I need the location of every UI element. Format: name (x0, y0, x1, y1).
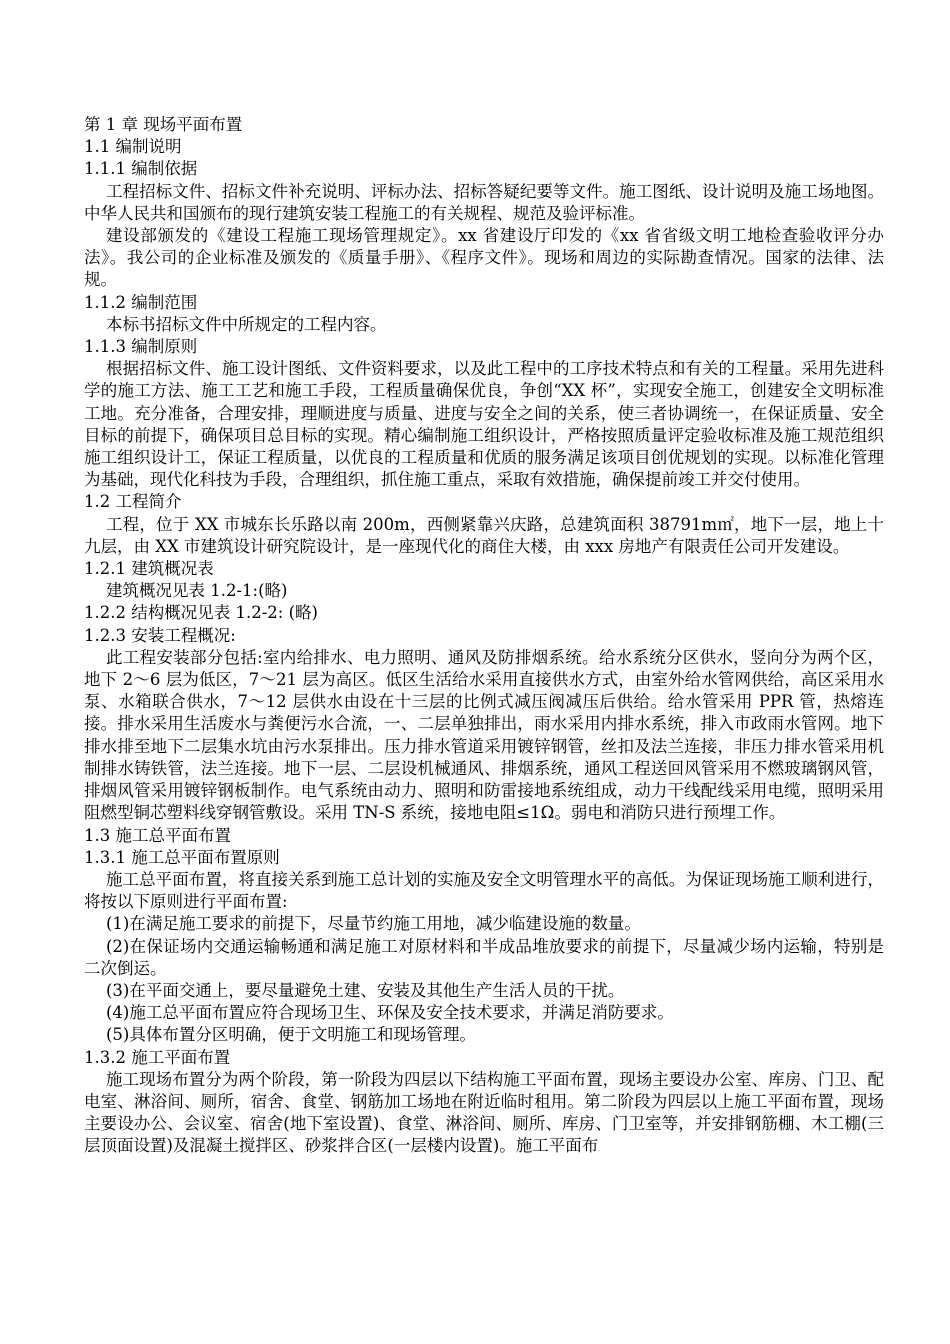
chapter-heading: 第 1 章 现场平面布置 (84, 115, 243, 134)
paragraph-1-1-1-a: 工程招标文件、招标文件补充说明、评标办法、招标答疑纪要等文件。施工图纸、设计说明及施工场地图。中华人民共和国颁布的现行建筑安装工程施工的有关规程、规范及验评标准。 (84, 181, 884, 223)
section-heading-1-1-2: 1.1.2 编制范围 (84, 292, 198, 312)
section-heading-1-1: 1.1 编制说明 (84, 137, 182, 157)
section-heading-1-3-2: 1.3.2 施工平面布置 (84, 1047, 231, 1067)
paragraph-1-3-2: 施工现场布置分为两个阶段，第一阶段为四层以下结构施工平面布置，现场主要设办公室、库房、门卫、配电室、淋浴间、厕所，宿舍、食堂、钢筋加工场地在附近临时租用。第二阶段为四层以上施工平面布置，现场主要设办公、会议室、宿舍(地下室设置)、食堂、淋浴间、厕所、库房、门卫室等，并安排钢筋棚、木工棚(三层顶面设置)及混凝土搅拌区、砂浆拌合区(一层楼内设置)。施工平面布 (84, 1069, 884, 1156)
paragraph-1-1-1-b: 建设部颁发的《建设工程施工现场管理规定》。xx 省建设厅印发的《xx 省省级文明工地检查验收评分办法》。我公司的企业标准及颁发的《质量手册》、《程序文件》。现场和周边的实际勘查情况。国家的法律、法规。 (84, 226, 884, 290)
section-heading-1-2-2: 1.2.2 结构概况见表 1.2-2: (略) (84, 603, 318, 623)
paragraph-1-1-3: 根据招标文件、施工设计图纸、文件资料要求，以及此工程中的工序技术特点和有关的工程量。采用先进科学的施工方法、施工工艺和施工手段，工程质量确保优良，争创“XX 杯”，实现安全施工，创建安全文明标准工地。充分准备，合理安排，理顺进度与质量、进度与安全之间的关系，使三者协调统一，在保证质量、安全目标的前提下，确保项目总目标的实现。精心编制施工组织设计，严格按照质量评定验收标准及施工规范组织施工组织设计工，保证工程质量，以优良的工程质量和优质的服务满足该项目创优规划的实现。以标准化管理为基础，现代化科技为手段，合理组织，抓住施工重点，采取有效措施，确保提前竣工并交付使用。 (84, 359, 884, 490)
paragraph-1-3-1: 施工总平面布置，将直接关系到施工总计划的实施及安全文明管理水平的高低。为保证现场施工顺利进行，将按以下原则进行平面布置: (84, 869, 884, 912)
list-item-3: (3)在平面交通上，要尽量避免土建、安装及其他生产生活人员的干扰。 (106, 980, 625, 1000)
list-item-4: (4)施工总平面布置应符合现场卫生、环保及安全技术要求，并满足消防要求。 (106, 1003, 674, 1023)
section-heading-1-2: 1.2 工程简介 (84, 492, 182, 512)
document-page (84, 114, 884, 1158)
section-heading-1-1-1: 1.1.1 编制依据 (84, 159, 198, 179)
list-item-1: (1)在满足施工要求的前提下，尽量节约施工用地，减少临建设施的数量。 (106, 914, 641, 934)
list-item-2: (2)在保证场内交通运输畅通和满足施工对原材料和半成品堆放要求的前提下，尽量减少场内运输，特别是二次倒运。 (84, 936, 884, 978)
paragraph-1-2-1: 建筑概况见表 1.2-1:(略) (106, 581, 288, 601)
section-heading-1-2-1: 1.2.1 建筑概况表 (84, 559, 214, 579)
list-item-5: (5)具体布置分区明确，便于文明施工和现场管理。 (106, 1025, 476, 1045)
paragraph-1-2: 工程，位于 XX 市城东长乐路以南 200m，西侧紧靠兴庆路，总建筑面积 38791m㎡，地下一层，地上十九层，由 XX 市建筑设计研究院设计，是一座现代化的商住大楼，由 xxx 房地产有限责任公司开发建设。 (84, 514, 884, 556)
paragraph-1-1-2: 本标书招标文件中所规定的工程内容。 (106, 314, 387, 334)
section-heading-1-3-1: 1.3.1 施工总平面布置原则 (84, 847, 280, 867)
section-heading-1-1-3: 1.1.3 编制原则 (84, 337, 198, 357)
paragraph-1-2-3: 此工程安装部分包括:室内给排水、电力照明、通风及防排烟系统。给水系统分区供水，竖向分为两个区，地下 2～6 层为低区，7～21 层为高区。低区生活给水采用直接供水方式，由室外给水管网供给，高区采用水泵、水箱联合供水，7～12 层供水由设在十三层的比例式减压阀减压后供给。给水管采用 PPR 管，热熔连接。排水采用生活废水与粪便污水合流，一、二层单独排出，雨水采用内排水系统，排入市政雨水管网。地下排水排至地下二层集水坑由污水泵排出。压力排水管道采用镀锌钢管，丝扣及法兰连接，非压力排水管采用机制排水铸铁管，法兰连接。地下一层、二层设机械通风、排烟系统，通风工程送回风管采用不燃玻璃钢风管，排烟风管采用镀锌钢板制作。电气系统由动力、照明和防雷接地系统组成，动力干线配线采用电缆，照明采用阻燃型铜芯塑料线穿钢管敷设。采用 TN-S 系统，接地电阻≤1Ω。弱电和消防只进行预埋工作。 (84, 647, 884, 823)
section-heading-1-2-3: 1.2.3 安装工程概况: (84, 625, 236, 645)
section-heading-1-3: 1.3 施工总平面布置 (84, 825, 231, 845)
